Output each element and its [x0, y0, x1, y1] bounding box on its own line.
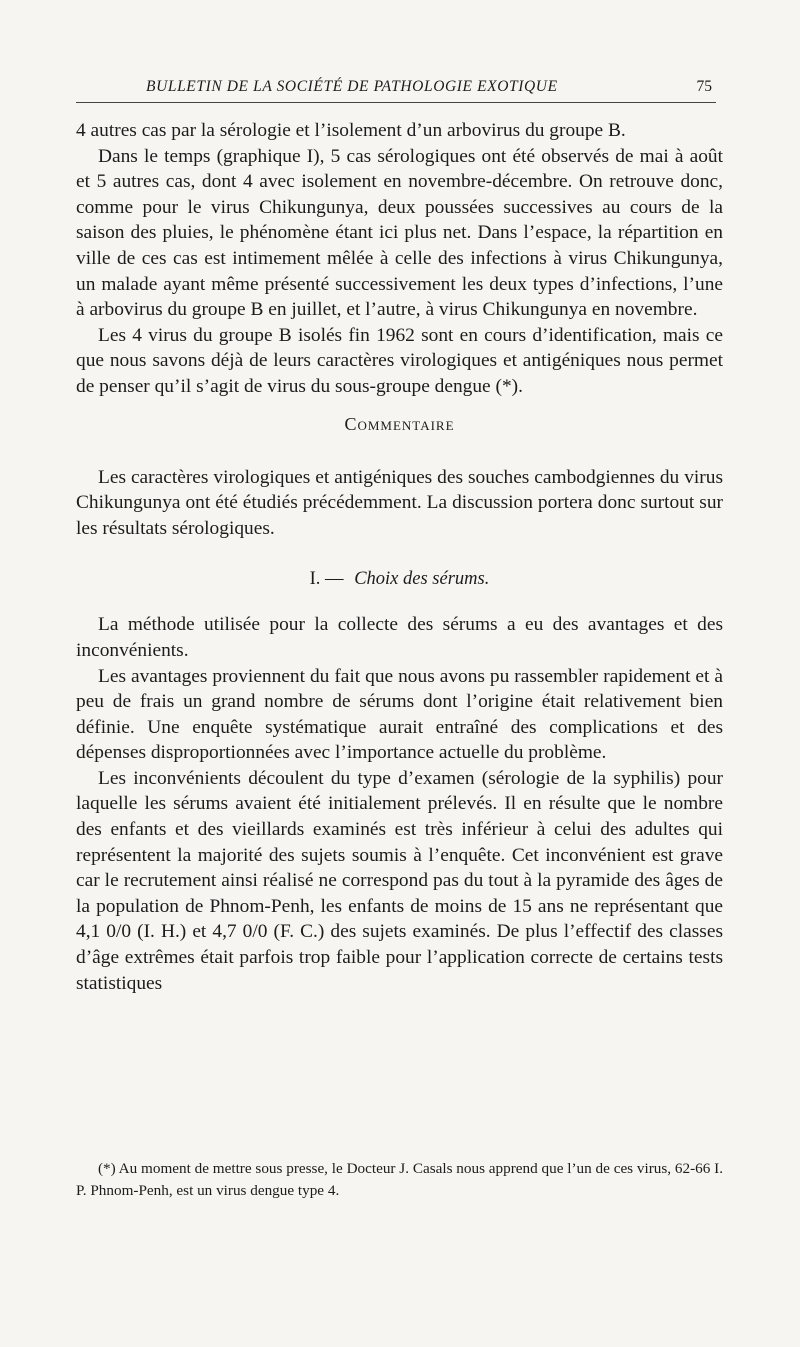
paragraph: 4 autres cas par la sérologie et l’isolement d’un arbovirus du groupe B. [76, 120, 626, 141]
journal-title: BULLETIN DE LA SOCIÉTÉ DE PATHOLOGIE EXOTIQUE [146, 78, 558, 95]
subsection-heading [76, 567, 723, 592]
page-number: 75 [696, 78, 712, 95]
footnote [76, 1158, 723, 1202]
subsection-number: I. — [309, 569, 344, 590]
body-text [76, 118, 723, 996]
paragraph: Les caractères virologiques et antigéniques des souches cambodgiennes du virus Chikungunya ont été étudiés précédemment. La discussion portera donc surtout sur les résultats sérologiques. [76, 466, 723, 539]
paragraph: Les avantages proviennent du fait que nous avons pu rassembler rapidement et à peu de frais un grand nombre de sérums dont l’origine était relativement bien définie. Une enquête systématique aurait entraîné des complications et des dépenses disproportionnées avec l’importance actuelle du problème. [76, 665, 723, 764]
paragraph: Les 4 virus du groupe B isolés fin 1962 sont en cours d’identification, mais ce que nous savons déjà de leurs caractères virologiques et antigéniques nous permet de penser qu’il s’agit de virus du sous-groupe dengue (*). [76, 324, 723, 397]
running-header [76, 76, 716, 103]
paragraph: Dans le temps (graphique I), 5 cas sérologiques ont été observés de mai à août et 5 autres cas, dont 4 avec isolement en novembre-décembre. On retrouve donc, comme pour le virus Chikungunya, deux poussées successives au cours de la saison des pluies, le phénomène étant ici plus net. Dans l’espace, la répartition en ville de ces cas est intimement mêlée à celle des infections à virus Chikungunya, un malade ayant même présenté successivement les deux types d’infections, l’une à arbovirus du groupe B en juillet, et l’autre, à virus Chikungunya en novembre. [76, 145, 723, 321]
footnote-text: (*) Au moment de mettre sous presse, le Docteur J. Casals nous apprend que l’un de ces virus, 62-66 I. P. Phnom-Penh, est un virus dengue type 4. [76, 1160, 723, 1199]
paragraph: La méthode utilisée pour la collecte des sérums a eu des avantages et des inconvénients. [76, 614, 723, 661]
subsection-title: Choix des sérums. [354, 569, 490, 590]
section-heading: Commentaire [344, 413, 455, 434]
paragraph: Les inconvénients découlent du type d’examen (sérologie de la syphilis) pour laquelle les sérums avaient été initialement prélevés. Il en résulte que le nombre des enfants et des vieillards examinés est très inférieur à celui des adultes qui représentent la majorité des sujets soumis à l’enquête. Cet inconvénient est grave car le recrutement ainsi réalisé ne correspond pas du tout à la pyramide des âges de la population de Phnom-Penh, les enfants de moins de 15 ans ne représentant que 4,1 0/0 (I. H.) et 4,7 0/0 (F. C.) des sujets examinés. De plus l’effectif des classes d’âge extrêmes était parfois trop faible pour l’application correcte de certains tests statistiques [76, 767, 723, 994]
